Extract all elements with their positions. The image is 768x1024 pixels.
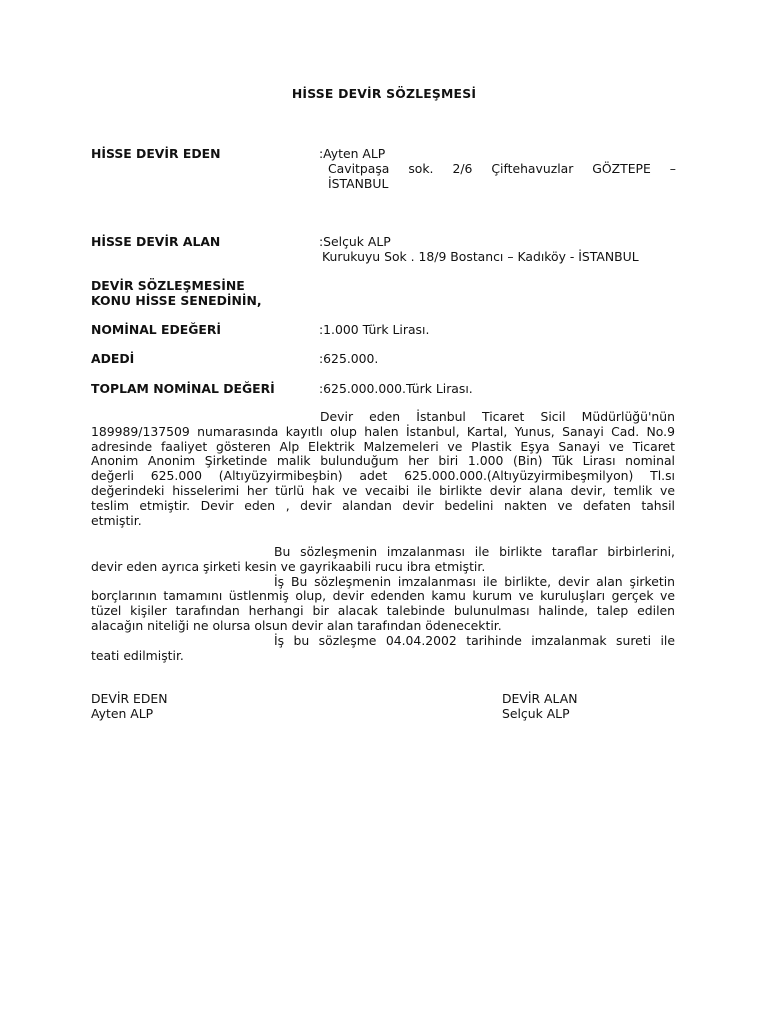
- signature-left-name: Ayten ALP: [91, 706, 154, 721]
- signature-right-name: Selçuk ALP: [502, 706, 570, 721]
- paragraph-1-line: etmiştir.: [91, 512, 142, 528]
- paragraph-2-line: İş bu sözleşme 04.04.2002 tarihinde imzalanmak sureti ile: [274, 632, 675, 648]
- paragraph-2: [91, 545, 675, 663]
- nominal-deger-value: :1.000 Türk Lirası.: [319, 322, 430, 337]
- toplam-value: :625.000.000.Türk Lirası.: [319, 381, 473, 396]
- paragraph-1-line: Anonim Anonim Şirketinde malik bulunduğum her biri 1.000 (Bin) Tük Lirası nominal: [91, 453, 675, 469]
- devir-alan-name: :Selçuk ALP: [319, 234, 391, 249]
- signature-left-title: DEVİR EDEN: [91, 691, 168, 706]
- toplam-label: TOPLAM NOMİNAL DEĞERİ: [91, 381, 275, 396]
- paragraph-1-line: adresinde faaliyet gösteren Alp Elektrik Malzemeleri ve Plastik Eşya Sanayi ve Ticaret: [91, 438, 675, 454]
- paragraph-2-line: Bu sözleşmenin imzalanması ile birlikte taraflar birbirlerini,: [274, 544, 675, 559]
- paragraph-1-line: değerli 625.000 (Altıyüzyirmibeşbin) adet 625.000.000.(Altıyüzyirmibeşmilyon) Tl.sı: [91, 468, 675, 484]
- devir-eden-address-line2: İSTANBUL: [328, 176, 389, 191]
- devir-eden-name: :Ayten ALP: [319, 146, 386, 161]
- konu-line1: DEVİR SÖZLEŞMESİNE: [91, 278, 245, 293]
- devir-alan-address: Kurukuyu Sok . 18/9 Bostancı – Kadıköy - İSTANBUL: [322, 249, 639, 264]
- devir-eden-label: HİSSE DEVİR EDEN: [91, 146, 221, 161]
- paragraph-2-line: İş Bu sözleşmenin imzalanması ile birlikte, devir alan şirketin: [274, 573, 675, 589]
- paragraph-2-line: devir eden ayrıca şirketi kesin ve gayrikaabili rucu ibra etmiştir.: [91, 558, 486, 574]
- paragraph-2-line: tüzel kişiler tarafından herhangi bir alacak talebinde bulunulması halinde, talep edilen: [91, 603, 675, 619]
- signature-right-title: DEVİR ALAN: [502, 691, 578, 706]
- paragraph-1-line: değerindeki hisselerimi her türlü hak ve vecaibi ile birlikte devir alana devir, temlik ve: [91, 482, 675, 498]
- paragraph-1-line: 189989/137509 numarasında kayıtlı olup halen İstanbul, Kartal, Yunus, Sanayi Cad. No.9: [91, 423, 675, 439]
- devir-eden-address-line1: Cavitpaşa sok. 2/6 Çiftehavuzlar GÖZTEPE –: [328, 161, 676, 176]
- paragraph-2-line: alacağın niteliği ne olursa olsun devir alan tarafından ödenecektir.: [91, 617, 502, 633]
- nominal-deger-label: NOMİNAL EDEĞERİ: [91, 322, 222, 337]
- konu-line2: KONU HİSSE SENEDİNİN,: [91, 293, 262, 308]
- devir-alan-label: HİSSE DEVİR ALAN: [91, 234, 221, 249]
- paragraph-2-line: teati edilmiştir.: [91, 647, 184, 663]
- paragraph-1-line: Devir eden İstanbul Ticaret Sicil Müdürlüğü'nün: [320, 409, 675, 424]
- adedi-value: :625.000.: [319, 351, 379, 366]
- paragraph-1: [91, 410, 675, 528]
- paragraph-1-line: teslim etmiştir. Devir eden , devir alandan devir bedelini nakten ve defaten tahsil: [91, 497, 675, 513]
- paragraph-2-line: borçlarının tamamını üstlenmiş olup, devir edenden kamu kurum ve kuruluşları gerçek ve: [91, 588, 675, 604]
- document-title: HİSSE DEVİR SÖZLEŞMESİ: [291, 86, 477, 101]
- adedi-label: ADEDİ: [91, 351, 135, 366]
